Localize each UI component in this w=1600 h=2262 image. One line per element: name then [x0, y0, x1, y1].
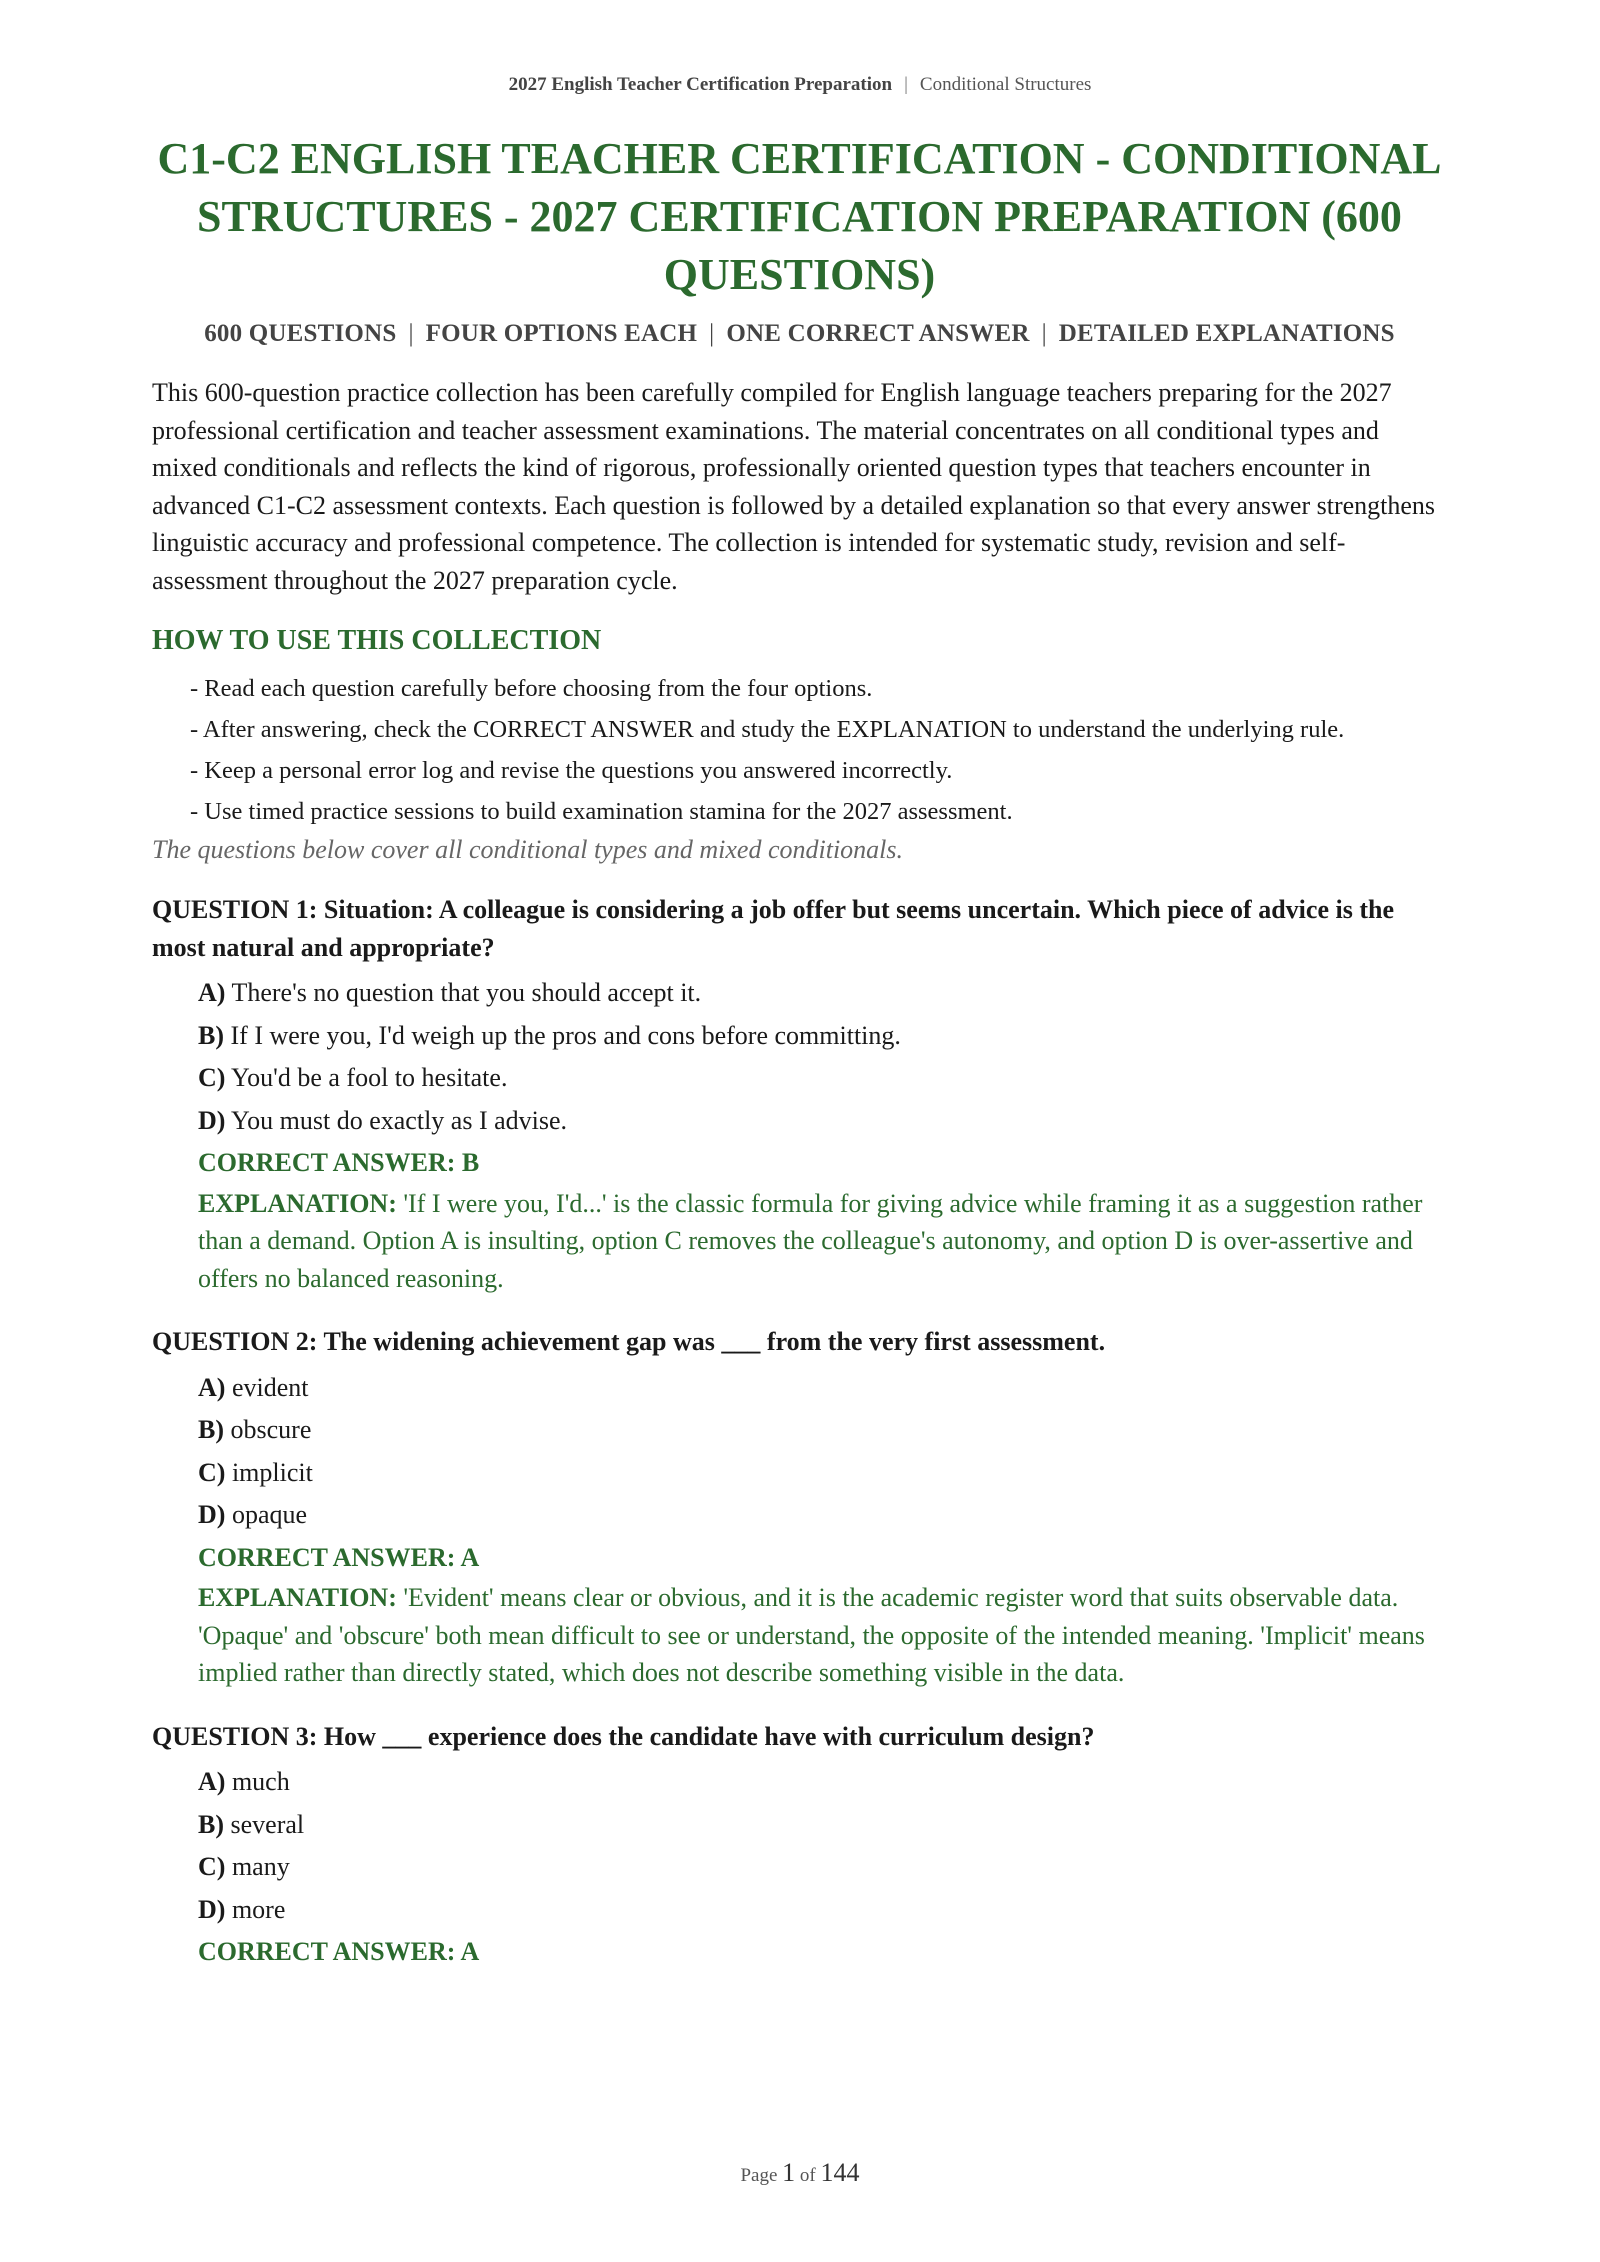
list-item: - After answering, check the CORRECT ANSWER and study the EXPLANATION to understand the underlying rule.	[190, 716, 1345, 743]
running-header	[0, 74, 1600, 96]
option-b	[198, 1409, 1447, 1452]
option-c	[198, 1846, 1447, 1889]
option-c	[198, 1057, 1447, 1100]
header-separator: |	[904, 74, 908, 95]
option-a	[198, 1761, 1447, 1804]
option-letter: C)	[198, 1063, 226, 1092]
page-total: 144	[820, 2158, 860, 2187]
how-to-use-heading: HOW TO USE THIS COLLECTION	[152, 625, 602, 656]
option-text: There's no question that you should accept it.	[231, 978, 702, 1007]
option-text: many	[231, 1852, 290, 1881]
option-d	[198, 1889, 1447, 1932]
intro-paragraph: This 600-question practice collection has been carefully compiled for English language teachers preparing for the 2027 professional certification and teacher assessment examinations. The material concentrates on all conditional types and mixed conditionals and reflects the kind of rigorous, professionally oriented question types that teachers encounter in advanced C1-C2 assessment contexts. Each question is followed by a detailed explanation so that every answer strengthens linguistic accuracy and professional competence. The collection is intended for systematic study, revision and self-assessment throughout the 2027 preparation cycle.	[152, 378, 1436, 595]
header-section: Conditional Structures	[919, 74, 1092, 95]
subtitle-item: ONE CORRECT ANSWER	[726, 320, 1030, 347]
option-text: You'd be a fool to hesitate.	[230, 1063, 508, 1092]
option-text: more	[231, 1894, 286, 1924]
list-item: - Keep a personal error log and revise the questions you answered incorrectly.	[190, 757, 953, 784]
option-text: opaque	[231, 1500, 308, 1529]
subtitle-separator: |	[408, 320, 414, 347]
header-title: 2027 English Teacher Certification Preparation	[508, 74, 893, 95]
option-d	[198, 1494, 1447, 1537]
question-3	[152, 1718, 1447, 1974]
document-title: C1-C2 ENGLISH TEACHER CERTIFICATION - CONDITIONAL STRUCTURES - 2027 CERTIFICATION PREPARATION (600 QUESTIONS)	[157, 134, 1442, 299]
option-text: You must do exactly as I advise.	[230, 1105, 568, 1135]
option-a	[198, 972, 1447, 1015]
option-c	[198, 1452, 1447, 1495]
question-2	[152, 1323, 1447, 1692]
question-text: QUESTION 3: How ___ experience does the candidate have with curriculum design?	[152, 1721, 1095, 1751]
option-text: implicit	[231, 1457, 313, 1487]
option-text: much	[231, 1767, 290, 1796]
correct-answer: CORRECT ANSWER: A	[198, 1542, 480, 1572]
page-current: 1	[782, 2158, 796, 2187]
option-letter: B)	[198, 1809, 224, 1839]
correct-answer: CORRECT ANSWER: B	[198, 1148, 480, 1177]
page-of-label: of	[799, 2165, 816, 2186]
list-item: - Read each question carefully before choosing from the four options.	[190, 675, 873, 702]
subtitle-separator: |	[1041, 320, 1047, 347]
option-letter: A)	[198, 1767, 226, 1796]
subtitle-separator: |	[709, 320, 715, 347]
question-text: QUESTION 1: Situation: A colleague is considering a job offer but seems uncertain. Which piece of advice is the most natural and appropriate?	[152, 895, 1394, 962]
option-a	[198, 1367, 1447, 1410]
question-1	[152, 891, 1447, 1297]
option-list	[152, 1761, 1447, 1931]
option-letter: B)	[198, 1415, 224, 1444]
option-text: evident	[231, 1372, 309, 1402]
explanation-text: 'Evident' means clear or obvious, and it is the academic register word that suits observable data. 'Opaque' and 'obscure' both mean difficult to see or understand, the opposite of the intended meaning. 'Implicit' means implied rather than directly stated, which does not describe something visible in the data.	[198, 1583, 1425, 1687]
option-letter: D)	[198, 1894, 226, 1924]
option-letter: A)	[198, 1372, 226, 1402]
subtitle-item: FOUR OPTIONS EACH	[425, 320, 698, 347]
option-letter: D)	[198, 1500, 226, 1529]
option-letter: D)	[198, 1105, 226, 1135]
document-subtitle	[152, 320, 1447, 348]
explanation-label: EXPLANATION:	[198, 1188, 397, 1218]
option-list	[152, 1367, 1447, 1537]
subtitle-item: DETAILED EXPLANATIONS	[1058, 320, 1395, 347]
how-to-use-list	[152, 671, 1447, 829]
question-text: QUESTION 2: The widening achievement gap was ___ from the very first assessment.	[152, 1327, 1106, 1356]
page-content	[152, 130, 1447, 1974]
option-letter: A)	[198, 978, 226, 1007]
option-text: several	[230, 1809, 305, 1839]
option-letter: C)	[198, 1457, 226, 1487]
subtitle-item: 600 QUESTIONS	[204, 320, 397, 347]
option-text: If I were you, I'd weigh up the pros and cons before committing.	[230, 1020, 901, 1050]
option-list	[152, 972, 1447, 1142]
option-text: obscure	[230, 1415, 312, 1444]
option-letter: B)	[198, 1020, 224, 1050]
explanation	[198, 1185, 1447, 1298]
explanation	[198, 1579, 1447, 1692]
page-footer	[0, 2158, 1600, 2188]
list-item: - Use timed practice sessions to build examination stamina for the 2027 assessment.	[190, 798, 1013, 825]
page-label: Page	[740, 2165, 778, 2186]
correct-answer: CORRECT ANSWER: A	[198, 1937, 480, 1966]
option-b	[198, 1015, 1447, 1058]
option-b	[198, 1804, 1447, 1847]
explanation-text: 'If I were you, I'd...' is the classic formula for giving advice while framing it as a suggestion rather than a demand. Option A is insulting, option C removes the colleague's autonomy, and option D is over-assertive and offers no balanced reasoning.	[198, 1188, 1423, 1293]
coverage-note: The questions below cover all conditional types and mixed conditionals.	[152, 835, 904, 864]
option-letter: C)	[198, 1852, 226, 1881]
explanation-label: EXPLANATION:	[198, 1583, 397, 1612]
option-d	[198, 1100, 1447, 1143]
